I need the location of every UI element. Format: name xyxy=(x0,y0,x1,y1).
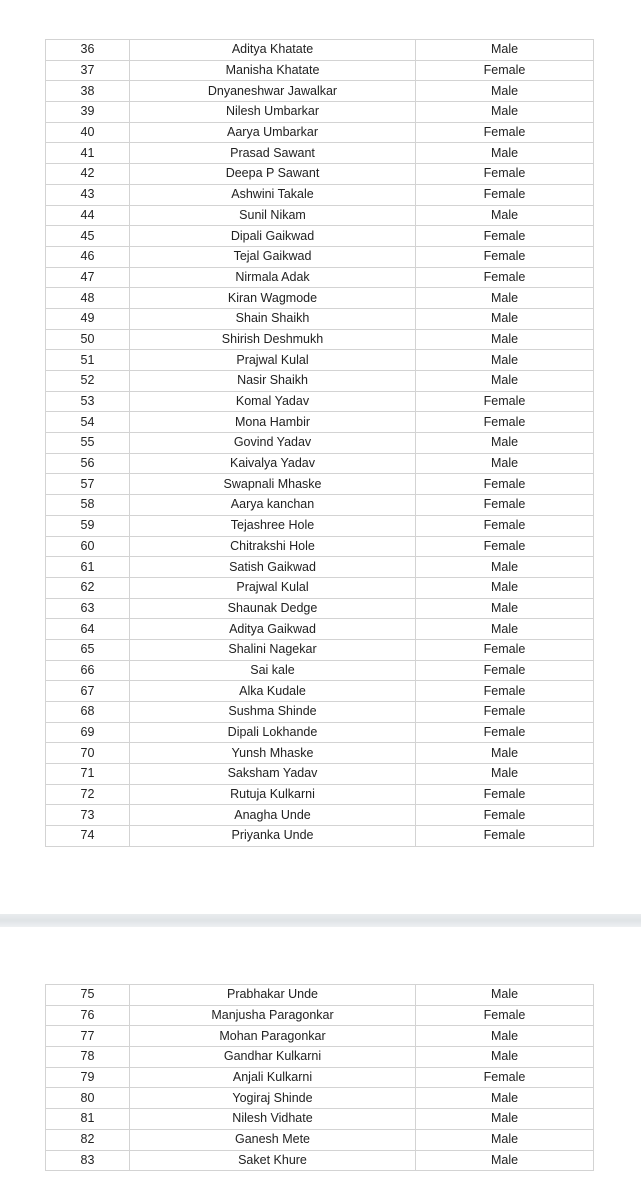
row-number-cell: 58 xyxy=(46,495,130,516)
gender-cell: Male xyxy=(416,40,594,61)
row-number-cell: 74 xyxy=(46,826,130,847)
row-number-cell: 78 xyxy=(46,1047,130,1068)
table-row xyxy=(46,474,594,495)
name-cell: Ashwini Takale xyxy=(130,184,416,205)
name-cell: Govind Yadav xyxy=(130,433,416,454)
table-row xyxy=(46,391,594,412)
name-cell: Yunsh Mhaske xyxy=(130,743,416,764)
name-cell: Saksham Yadav xyxy=(130,764,416,785)
gender-cell: Male xyxy=(416,371,594,392)
table-row xyxy=(46,1129,594,1150)
gender-cell: Male xyxy=(416,81,594,102)
gender-cell: Female xyxy=(416,660,594,681)
gender-cell: Male xyxy=(416,205,594,226)
row-number-cell: 61 xyxy=(46,557,130,578)
name-cell: Kiran Wagmode xyxy=(130,288,416,309)
name-cell: Satish Gaikwad xyxy=(130,557,416,578)
row-number-cell: 83 xyxy=(46,1150,130,1171)
name-cell: Sushma Shinde xyxy=(130,702,416,723)
row-number-cell: 37 xyxy=(46,60,130,81)
gender-cell: Male xyxy=(416,102,594,123)
table-row xyxy=(46,660,594,681)
table-row xyxy=(46,143,594,164)
row-number-cell: 82 xyxy=(46,1129,130,1150)
table-row xyxy=(46,184,594,205)
name-cell: Komal Yadav xyxy=(130,391,416,412)
table-row xyxy=(46,1150,594,1171)
gender-cell: Male xyxy=(416,1026,594,1047)
gender-cell: Female xyxy=(416,826,594,847)
table-row xyxy=(46,681,594,702)
table-row xyxy=(46,164,594,185)
row-number-cell: 63 xyxy=(46,598,130,619)
table-row xyxy=(46,722,594,743)
row-number-cell: 36 xyxy=(46,40,130,61)
table-row xyxy=(46,784,594,805)
table-row xyxy=(46,205,594,226)
name-cell: Shain Shaikh xyxy=(130,308,416,329)
gender-cell: Female xyxy=(416,474,594,495)
name-cell: Dnyaneshwar Jawalkar xyxy=(130,81,416,102)
table-row xyxy=(46,371,594,392)
name-cell: Sunil Nikam xyxy=(130,205,416,226)
gender-cell: Male xyxy=(416,1150,594,1171)
gender-cell: Male xyxy=(416,557,594,578)
gender-cell: Male xyxy=(416,453,594,474)
name-cell: Aarya Umbarkar xyxy=(130,122,416,143)
gender-cell: Female xyxy=(416,184,594,205)
row-number-cell: 46 xyxy=(46,246,130,267)
name-cell: Deepa P Sawant xyxy=(130,164,416,185)
table-row xyxy=(46,639,594,660)
row-number-cell: 70 xyxy=(46,743,130,764)
name-cell: Swapnali Mhaske xyxy=(130,474,416,495)
table-row xyxy=(46,329,594,350)
table-row xyxy=(46,1026,594,1047)
name-cell: Kaivalya Yadav xyxy=(130,453,416,474)
gender-cell: Male xyxy=(416,329,594,350)
name-cell: Shaunak Dedge xyxy=(130,598,416,619)
table-row xyxy=(46,764,594,785)
table-row xyxy=(46,1047,594,1068)
table-row xyxy=(46,1005,594,1026)
name-cell: Shirish Deshmukh xyxy=(130,329,416,350)
row-number-cell: 55 xyxy=(46,433,130,454)
row-number-cell: 77 xyxy=(46,1026,130,1047)
gender-cell: Male xyxy=(416,350,594,371)
name-cell: Mona Hambir xyxy=(130,412,416,433)
table-row xyxy=(46,536,594,557)
table-row xyxy=(46,1088,594,1109)
row-number-cell: 75 xyxy=(46,985,130,1006)
row-number-cell: 40 xyxy=(46,122,130,143)
table-row xyxy=(46,81,594,102)
table-row xyxy=(46,577,594,598)
row-number-cell: 56 xyxy=(46,453,130,474)
table-row xyxy=(46,598,594,619)
gender-cell: Male xyxy=(416,1088,594,1109)
gender-cell: Female xyxy=(416,267,594,288)
row-number-cell: 50 xyxy=(46,329,130,350)
row-number-cell: 65 xyxy=(46,639,130,660)
name-cell: Nilesh Vidhate xyxy=(130,1109,416,1130)
row-number-cell: 49 xyxy=(46,308,130,329)
name-cell: Rutuja Kulkarni xyxy=(130,784,416,805)
name-cell: Aditya Gaikwad xyxy=(130,619,416,640)
page-break xyxy=(0,914,641,927)
row-number-cell: 81 xyxy=(46,1109,130,1130)
gender-cell: Female xyxy=(416,226,594,247)
name-cell: Prabhakar Unde xyxy=(130,985,416,1006)
table-row xyxy=(46,267,594,288)
row-number-cell: 67 xyxy=(46,681,130,702)
gender-cell: Male xyxy=(416,1047,594,1068)
gender-cell: Male xyxy=(416,619,594,640)
row-number-cell: 41 xyxy=(46,143,130,164)
table-row xyxy=(46,433,594,454)
gender-cell: Female xyxy=(416,722,594,743)
gender-cell: Male xyxy=(416,1109,594,1130)
table-row xyxy=(46,246,594,267)
gender-cell: Female xyxy=(416,1067,594,1088)
name-cell: Tejashree Hole xyxy=(130,515,416,536)
row-number-cell: 57 xyxy=(46,474,130,495)
name-cell: Nilesh Umbarkar xyxy=(130,102,416,123)
row-number-cell: 64 xyxy=(46,619,130,640)
gender-cell: Female xyxy=(416,391,594,412)
gender-cell: Male xyxy=(416,577,594,598)
row-number-cell: 62 xyxy=(46,577,130,598)
table-row xyxy=(46,557,594,578)
gender-cell: Male xyxy=(416,598,594,619)
gender-cell: Female xyxy=(416,805,594,826)
row-number-cell: 42 xyxy=(46,164,130,185)
gender-cell: Female xyxy=(416,681,594,702)
row-number-cell: 38 xyxy=(46,81,130,102)
gender-cell: Male xyxy=(416,743,594,764)
table-row xyxy=(46,702,594,723)
gender-cell: Female xyxy=(416,412,594,433)
table-row xyxy=(46,619,594,640)
row-number-cell: 72 xyxy=(46,784,130,805)
name-cell: Chitrakshi Hole xyxy=(130,536,416,557)
row-number-cell: 53 xyxy=(46,391,130,412)
name-cell: Saket Khure xyxy=(130,1150,416,1171)
gender-cell: Female xyxy=(416,495,594,516)
table-row xyxy=(46,40,594,61)
row-number-cell: 80 xyxy=(46,1088,130,1109)
row-number-cell: 39 xyxy=(46,102,130,123)
name-cell: Priyanka Unde xyxy=(130,826,416,847)
gender-cell: Female xyxy=(416,515,594,536)
table-row xyxy=(46,453,594,474)
row-number-cell: 59 xyxy=(46,515,130,536)
name-cell: Ganesh Mete xyxy=(130,1129,416,1150)
table-row xyxy=(46,1067,594,1088)
name-cell: Manjusha Paragonkar xyxy=(130,1005,416,1026)
row-number-cell: 45 xyxy=(46,226,130,247)
name-cell: Tejal Gaikwad xyxy=(130,246,416,267)
gender-cell: Female xyxy=(416,784,594,805)
gender-cell: Male xyxy=(416,764,594,785)
gender-cell: Male xyxy=(416,1129,594,1150)
name-cell: Shalini Nagekar xyxy=(130,639,416,660)
table-row xyxy=(46,743,594,764)
name-cell: Aditya Khatate xyxy=(130,40,416,61)
table-row xyxy=(46,412,594,433)
row-number-cell: 68 xyxy=(46,702,130,723)
name-cell: Gandhar Kulkarni xyxy=(130,1047,416,1068)
name-cell: Mohan Paragonkar xyxy=(130,1026,416,1047)
row-number-cell: 47 xyxy=(46,267,130,288)
row-number-cell: 66 xyxy=(46,660,130,681)
row-number-cell: 79 xyxy=(46,1067,130,1088)
table-row xyxy=(46,60,594,81)
name-cell: Prajwal Kulal xyxy=(130,350,416,371)
gender-cell: Female xyxy=(416,536,594,557)
gender-cell: Female xyxy=(416,122,594,143)
row-number-cell: 44 xyxy=(46,205,130,226)
gender-cell: Male xyxy=(416,985,594,1006)
row-number-cell: 76 xyxy=(46,1005,130,1026)
row-number-cell: 51 xyxy=(46,350,130,371)
name-cell: Prajwal Kulal xyxy=(130,577,416,598)
name-cell: Alka Kudale xyxy=(130,681,416,702)
table-row xyxy=(46,288,594,309)
gender-cell: Female xyxy=(416,702,594,723)
gender-cell: Female xyxy=(416,60,594,81)
roster-table-top xyxy=(45,39,594,847)
name-cell: Prasad Sawant xyxy=(130,143,416,164)
gender-cell: Female xyxy=(416,164,594,185)
row-number-cell: 71 xyxy=(46,764,130,785)
name-cell: Dipali Gaikwad xyxy=(130,226,416,247)
name-cell: Nasir Shaikh xyxy=(130,371,416,392)
table-row xyxy=(46,805,594,826)
row-number-cell: 69 xyxy=(46,722,130,743)
row-number-cell: 48 xyxy=(46,288,130,309)
table-row xyxy=(46,226,594,247)
row-number-cell: 73 xyxy=(46,805,130,826)
gender-cell: Female xyxy=(416,1005,594,1026)
row-number-cell: 54 xyxy=(46,412,130,433)
table-row xyxy=(46,1109,594,1130)
gender-cell: Male xyxy=(416,308,594,329)
table-row xyxy=(46,515,594,536)
gender-cell: Male xyxy=(416,288,594,309)
gender-cell: Male xyxy=(416,433,594,454)
table-row xyxy=(46,826,594,847)
table-row xyxy=(46,350,594,371)
name-cell: Dipali Lokhande xyxy=(130,722,416,743)
table-row xyxy=(46,495,594,516)
table-row xyxy=(46,985,594,1006)
name-cell: Sai kale xyxy=(130,660,416,681)
name-cell: Anagha Unde xyxy=(130,805,416,826)
roster-table-bottom xyxy=(45,984,594,1171)
name-cell: Anjali Kulkarni xyxy=(130,1067,416,1088)
row-number-cell: 60 xyxy=(46,536,130,557)
name-cell: Yogiraj Shinde xyxy=(130,1088,416,1109)
row-number-cell: 43 xyxy=(46,184,130,205)
row-number-cell: 52 xyxy=(46,371,130,392)
table-row xyxy=(46,102,594,123)
table-row xyxy=(46,122,594,143)
gender-cell: Male xyxy=(416,143,594,164)
gender-cell: Female xyxy=(416,639,594,660)
gender-cell: Female xyxy=(416,246,594,267)
name-cell: Aarya kanchan xyxy=(130,495,416,516)
name-cell: Nirmala Adak xyxy=(130,267,416,288)
name-cell: Manisha Khatate xyxy=(130,60,416,81)
table-row xyxy=(46,308,594,329)
